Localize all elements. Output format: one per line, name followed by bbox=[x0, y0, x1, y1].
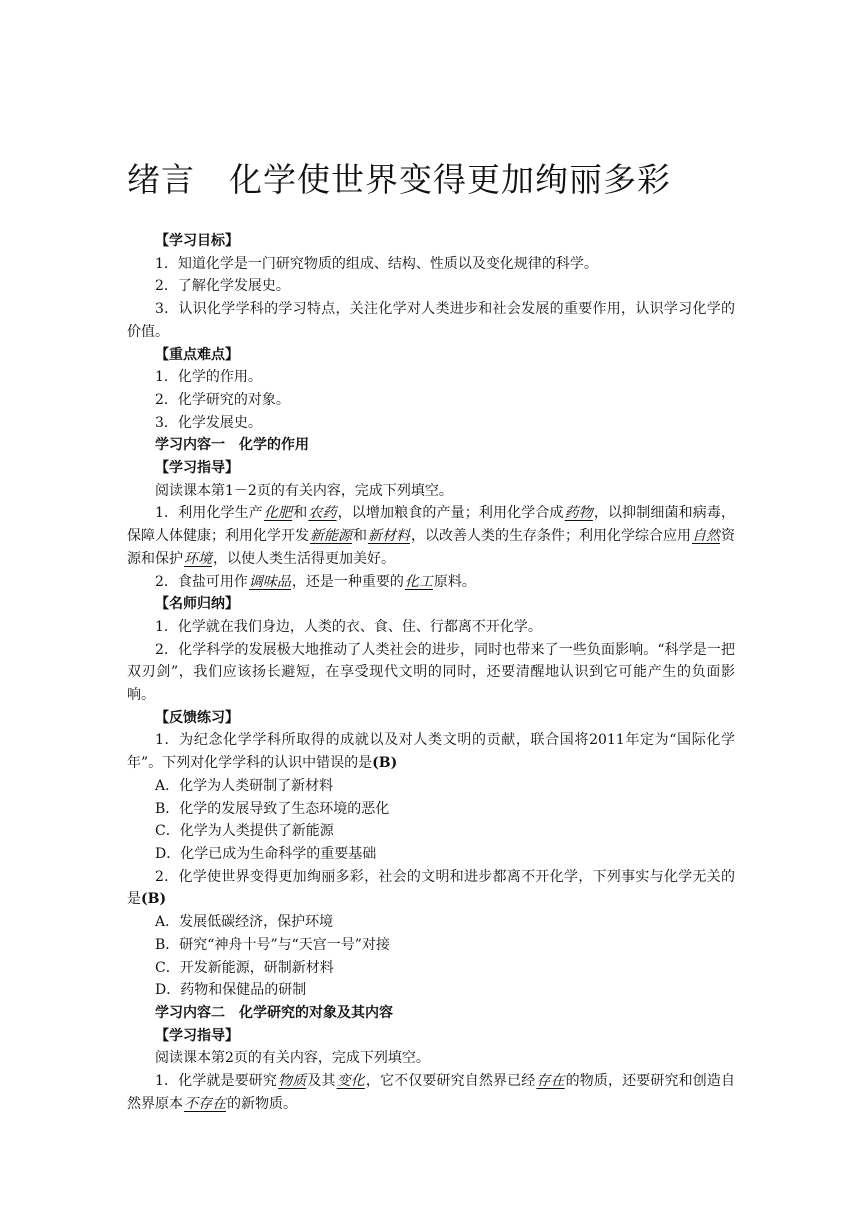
fill-blank-paragraph bbox=[127, 502, 735, 570]
answer-blank: 药物 bbox=[564, 505, 593, 522]
section-heading-guide: 【学习指导】 bbox=[155, 460, 239, 477]
text-run: 和 bbox=[293, 505, 308, 522]
key-point-item: 3．化学发展史。 bbox=[155, 414, 262, 431]
text-run: 1．化学就是要研究 bbox=[155, 1073, 278, 1090]
question-option: D．药物和保健品的研制 bbox=[155, 982, 307, 999]
goal-item: 1．知道化学是一门研究物质的组成、结构、性质以及变化规律的科学。 bbox=[155, 255, 598, 272]
answer-blank: 物质 bbox=[278, 1073, 307, 1090]
answer-blank: 农药 bbox=[308, 505, 337, 522]
question-text: 2．化学使世界变得更加绚丽多彩，社会的文明和进步都离不开化学，下列事实与化学无关的是 bbox=[127, 868, 735, 908]
text-run: 及其 bbox=[307, 1073, 336, 1090]
section-heading-guide: 【学习指导】 bbox=[155, 1027, 239, 1044]
text-run: ，它不仅要研究自然界已经 bbox=[365, 1073, 536, 1090]
document-body bbox=[127, 230, 735, 1115]
answer-blank: 新材料 bbox=[368, 528, 410, 545]
key-point-item: 2．化学研究的对象。 bbox=[155, 391, 290, 408]
page-title: 绪言 化学使世界变得更加绚丽多彩 bbox=[127, 160, 671, 199]
text-run: ，以抑制细菌和病毒，保障人体健康；利用化学开发 bbox=[127, 505, 736, 545]
content-two-title: 学习内容二 化学研究的对象及其内容 bbox=[155, 1004, 393, 1021]
question-option: B．研究“神舟十号”与“天宫一号”对接 bbox=[155, 936, 390, 953]
section-heading-key-points: 【重点难点】 bbox=[155, 346, 239, 363]
section-heading-summary: 【名师归纳】 bbox=[155, 596, 239, 613]
text-run: 的物质，还要研究和创造自然界原本 bbox=[127, 1073, 736, 1112]
question-option: C．化学为人类提供了新能源 bbox=[155, 823, 334, 840]
question-answer: (B) bbox=[141, 891, 167, 908]
answer-blank: 不存在 bbox=[184, 1095, 226, 1112]
answer-blank: 环境 bbox=[184, 550, 212, 567]
question-option: C．开发新能源，研制新材料 bbox=[155, 959, 334, 976]
text-run: 资源和保护 bbox=[127, 528, 735, 567]
question-option: A．化学为人类研制了新材料 bbox=[155, 777, 334, 794]
question-option: A．发展低碳经济，保护环境 bbox=[155, 914, 334, 931]
text-run: ，以使人类生活得更加美好。 bbox=[213, 550, 395, 567]
question-option: D．化学已成为生命科学的重要基础 bbox=[155, 845, 377, 862]
text-run: 1．利用化学生产 bbox=[155, 505, 263, 522]
text-run: 的新物质。 bbox=[227, 1095, 297, 1112]
answer-blank: 变化 bbox=[336, 1073, 365, 1090]
fill-blank-paragraph bbox=[127, 1070, 735, 1115]
text-run: 2．食盐可用作 bbox=[155, 573, 248, 590]
question-option: B．化学的发展导致了生态环境的恶化 bbox=[155, 800, 390, 817]
fill-blank-paragraph bbox=[127, 571, 735, 594]
key-point-item: 1．化学的作用。 bbox=[155, 369, 262, 386]
answer-blank: 调味品 bbox=[248, 573, 291, 590]
text-run: ，以增加粮食的产量；利用化学合成 bbox=[337, 505, 564, 522]
answer-blank: 新能源 bbox=[310, 528, 352, 545]
content-one-title: 学习内容一 化学的作用 bbox=[155, 437, 309, 454]
question-answer: (B) bbox=[372, 755, 398, 772]
summary-item: 2．化学科学的发展极大地推动了人类社会的进步，同时也带来了一些负面影响。“科学是一把双刃剑”，我们应该扬长避短，在享受现代文明的同时，还要清醒地认识到它可能产生的负面影响。 bbox=[127, 641, 735, 704]
question-text: 1．为纪念化学学科所取得的成就以及对人类文明的贡献，联合国将2011年定为“国际化学年”。下列对化学学科的认识中错误的是 bbox=[127, 732, 735, 772]
text-run: 和 bbox=[353, 528, 367, 545]
goal-item: 2．了解化学发展史。 bbox=[155, 278, 290, 295]
answer-blank: 化肥 bbox=[263, 505, 293, 522]
text-run: ，以改善人类的生存条件；利用化学综合应用 bbox=[411, 528, 691, 545]
summary-item: 1．化学就在我们身边，人类的衣、食、住、行都离不开化学。 bbox=[155, 618, 542, 635]
answer-blank: 化工 bbox=[404, 573, 433, 590]
question-stem bbox=[127, 729, 735, 774]
answer-blank: 存在 bbox=[536, 1073, 565, 1090]
guide-text: 阅读课本第2页的有关内容，完成下列填空。 bbox=[155, 1050, 430, 1067]
section-heading-feedback: 【反馈练习】 bbox=[155, 709, 239, 726]
answer-blank: 自然 bbox=[692, 528, 720, 545]
guide-text: 阅读课本第1－2页的有关内容，完成下列填空。 bbox=[155, 482, 453, 499]
goal-item: 3．认识化学学科的学习特点，关注化学对人类进步和社会发展的重要作用，认识学习化学的价值。 bbox=[127, 301, 735, 340]
text-run: 原料。 bbox=[433, 573, 476, 590]
question-stem bbox=[127, 866, 735, 911]
text-run: ，还是一种重要的 bbox=[291, 573, 404, 590]
section-heading-goals: 【学习目标】 bbox=[155, 233, 239, 249]
